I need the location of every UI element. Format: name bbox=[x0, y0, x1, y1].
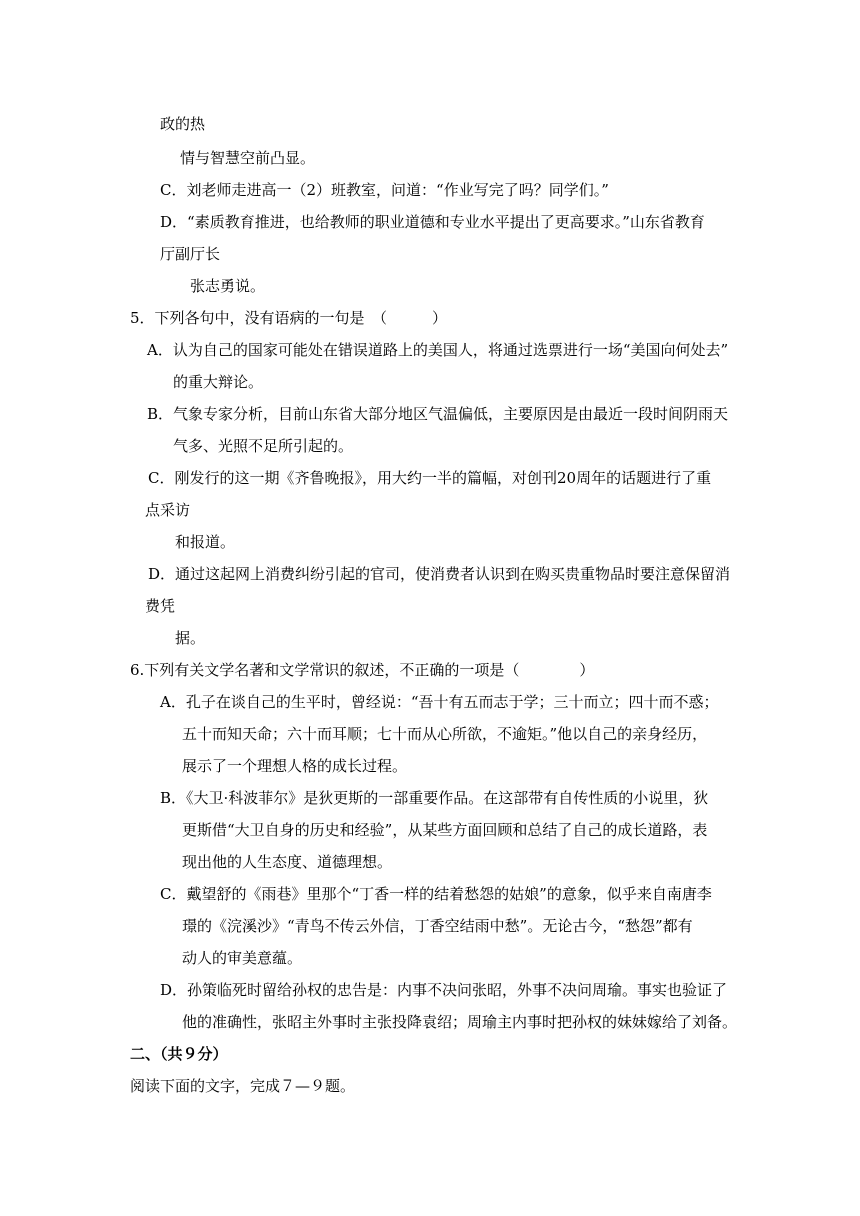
q6-option-a-line2: 五十而知天命；六十而耳顺；七十而从心所欲，不逾矩。”他以自己的亲身经历， bbox=[182, 725, 708, 743]
q5-option-d-line3: 据。 bbox=[175, 629, 206, 647]
q6-option-d-line1: D．孙策临死时留给孙权的忠告是：内事不决问张昭，外事不决问周瑜。事实也验证了 bbox=[160, 981, 728, 999]
q6-option-a-line3: 展示了一个理想人格的成长过程。 bbox=[182, 757, 408, 775]
q6-stem: 6.下列有关文学名著和文学常识的叙述，不正确的一项是（ ） bbox=[130, 661, 595, 679]
q6-option-c-line2: 璟的《浣溪沙》“青鸟不传云外信，丁香空结雨中愁”。无论古今，“愁怨”都有 bbox=[182, 917, 693, 935]
q4-option-d-line2: 厅副厅长 bbox=[160, 245, 221, 263]
section-2-instruction: 阅读下面的文字，完成７—９题。 bbox=[130, 1077, 356, 1095]
q4-option-b-line2: 情与智慧空前凸显。 bbox=[180, 149, 316, 167]
q5-option-b-line1: B．气象专家分析，目前山东省大部分地区气温偏低，主要原因是由最近一段时间阴雨天 bbox=[147, 405, 729, 423]
section-2-heading: 二、（共９分） bbox=[130, 1045, 228, 1063]
q5-option-d-line1: D．通过这起网上消费纠纷引起的官司，使消费者认识到在购买贵重物品时要注意保留消 bbox=[148, 565, 731, 583]
q6-option-b-line1: B．《大卫·科波菲尔》是狄更斯的一部重要作品。在这部带有自传性质的小说里，狄 bbox=[160, 789, 709, 807]
q4-option-d-line1: D．“素质教育推进，也给教师的职业道德和专业水平提出了更高要求。”山东省教育 bbox=[160, 213, 705, 231]
q5-option-a-line2: 的重大辩论。 bbox=[173, 373, 264, 391]
q5-option-c-line2: 点采访 bbox=[145, 501, 191, 519]
q5-option-d-line2: 费凭 bbox=[145, 597, 176, 615]
q5-option-c-line1: C．刚发行的这一期《齐鲁晚报》，用大约一半的篇幅，对创刊20周年的话题进行了重 bbox=[148, 469, 712, 487]
q5-option-c-line3: 和报道。 bbox=[175, 533, 236, 551]
q6-option-b-line3: 现出他的人生态度、道德理想。 bbox=[182, 853, 393, 871]
q6-option-c-line3: 动人的审美意蕴。 bbox=[182, 949, 303, 967]
q6-option-d-line2: 他的准确性，张昭主外事时主张投降袁绍；周瑜主内事时把孙权的妹妹嫁给了刘备。 bbox=[182, 1013, 738, 1031]
q4-option-d-line3: 张志勇说。 bbox=[190, 277, 266, 295]
q6-option-a-line1: A．孔子在谈自己的生平时，曾经说：“吾十有五而志于学；三十而立；四十而不惑； bbox=[160, 693, 719, 711]
q5-stem: 5．下列各句中，没有语病的一句是 （ ） bbox=[130, 309, 448, 327]
q4-option-c: C．刘老师走进高一（2）班教室，问道：“作业写完了吗？同学们。” bbox=[160, 181, 609, 199]
q5-option-b-line2: 气多、光照不足所引起的。 bbox=[173, 437, 354, 455]
q4-option-b-line1: 政的热 bbox=[160, 115, 206, 133]
q6-option-c-line1: C．戴望舒的《雨巷》里那个“丁香一样的结着愁怨的姑娘”的意象，似乎来自南唐李 bbox=[160, 885, 712, 903]
q5-option-a-line1: A．认为自己的国家可能处在错误道路上的美国人，将通过选票进行一场“美国向何处去” bbox=[147, 341, 729, 359]
q6-option-b-line2: 更斯借“大卫自身的历史和经验”，从某些方面回顾和总结了自己的成长道路，表 bbox=[182, 821, 708, 839]
